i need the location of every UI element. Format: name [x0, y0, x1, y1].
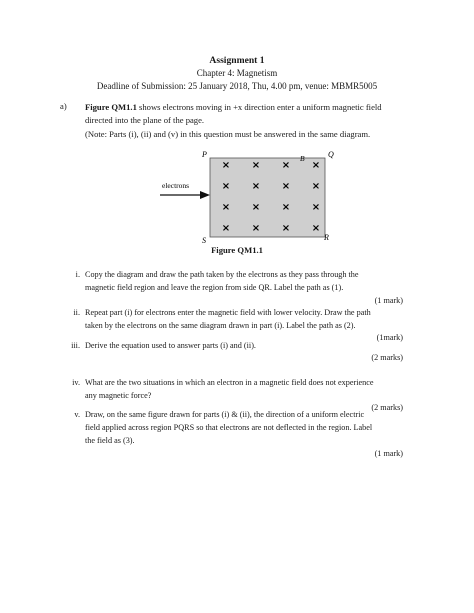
electrons-label: electrons — [162, 181, 190, 190]
question-a-note: (Note: Parts (i), (ii) and (v) in this question must be answered in the same diagram. — [85, 128, 371, 139]
part-number: i. — [75, 270, 80, 279]
corner-label-q: Q — [328, 150, 334, 159]
part-number: v. — [74, 410, 80, 419]
question-a-label: a) — [60, 101, 67, 111]
field-into-page-cross-icon: × — [221, 181, 231, 192]
chapter-heading: Chapter 4: Magnetism — [196, 68, 278, 78]
field-into-page-cross-icon: × — [251, 202, 261, 213]
part-number: iii. — [71, 341, 80, 350]
electron-arrow-head — [200, 191, 210, 199]
field-into-page-cross-icon: × — [221, 223, 231, 234]
field-into-page-cross-icon: × — [221, 202, 231, 213]
corner-label-r: R — [324, 233, 329, 242]
field-into-page-cross-icon: × — [251, 181, 261, 192]
corner-label-p: P — [202, 150, 207, 159]
corner-label-s: S — [202, 236, 206, 245]
field-into-page-cross-icon: × — [311, 223, 321, 234]
part-text-line: Copy the diagram and draw the path taken by the electrons as they pass through the — [85, 270, 359, 279]
deadline-line: Deadline of Submission: 25 January 2018, Thu, 4.00 pm, venue: MBMR5005 — [96, 81, 378, 91]
part-number: iv. — [72, 378, 80, 387]
part-marks: (1 mark) — [374, 449, 403, 458]
part-marks: (1mark) — [376, 333, 403, 342]
part-text-line: any magnetic force? — [85, 391, 152, 400]
part-text-line: Draw, on the same figure drawn for parts (i) & (ii), the direction of a uniform electric — [85, 410, 365, 419]
part-text-line: What are the two situations in which an electron in a magnetic field does not experience — [85, 378, 374, 387]
part-number: ii. — [73, 308, 80, 317]
figure-caption: Figure QM1.1 — [211, 245, 263, 255]
assignment-title: Assignment 1 — [209, 55, 265, 66]
field-into-page-cross-icon: × — [251, 223, 261, 234]
field-into-page-cross-icon: × — [281, 223, 291, 234]
point-label-b: B — [300, 154, 305, 163]
field-into-page-cross-icon: × — [311, 202, 321, 213]
part-text-line: Derive the equation used to answer parts (i) and (ii). — [85, 341, 256, 350]
part-marks: (2 marks) — [371, 403, 403, 412]
field-into-page-cross-icon: × — [281, 181, 291, 192]
field-into-page-cross-icon: × — [281, 202, 291, 213]
part-text-line: magnetic field region and leave the region from side QR. Label the path as (1). — [85, 283, 344, 292]
field-into-page-cross-icon: × — [251, 160, 261, 171]
field-into-page-cross-icon: × — [281, 160, 291, 171]
field-into-page-cross-icon: × — [221, 160, 231, 171]
part-text-line: the field as (3). — [85, 436, 135, 445]
magnetic-field-figure — [140, 148, 340, 260]
part-text-line: field applied across region PQRS so that electrons are not deflected in the region. Label — [85, 423, 373, 432]
figure-reference: Figure QM1.1 — [85, 102, 137, 112]
question-a-text — [85, 101, 411, 141]
part-marks: (2 marks) — [371, 353, 403, 362]
part-marks: (1 mark) — [374, 296, 403, 305]
part-text-line: taken by the electrons on the same diagram drawn in part (i). Label the path as (2). — [85, 321, 356, 330]
question-a-body: shows electrons moving in +x direction enter a uniform magnetic field directed into the plane of the page. — [85, 102, 382, 126]
part-text-line: Repeat part (i) for electrons enter the magnetic field with lower velocity. Draw the path — [85, 308, 371, 317]
field-into-page-cross-icon: × — [311, 160, 321, 171]
field-into-page-cross-icon: × — [311, 181, 321, 192]
